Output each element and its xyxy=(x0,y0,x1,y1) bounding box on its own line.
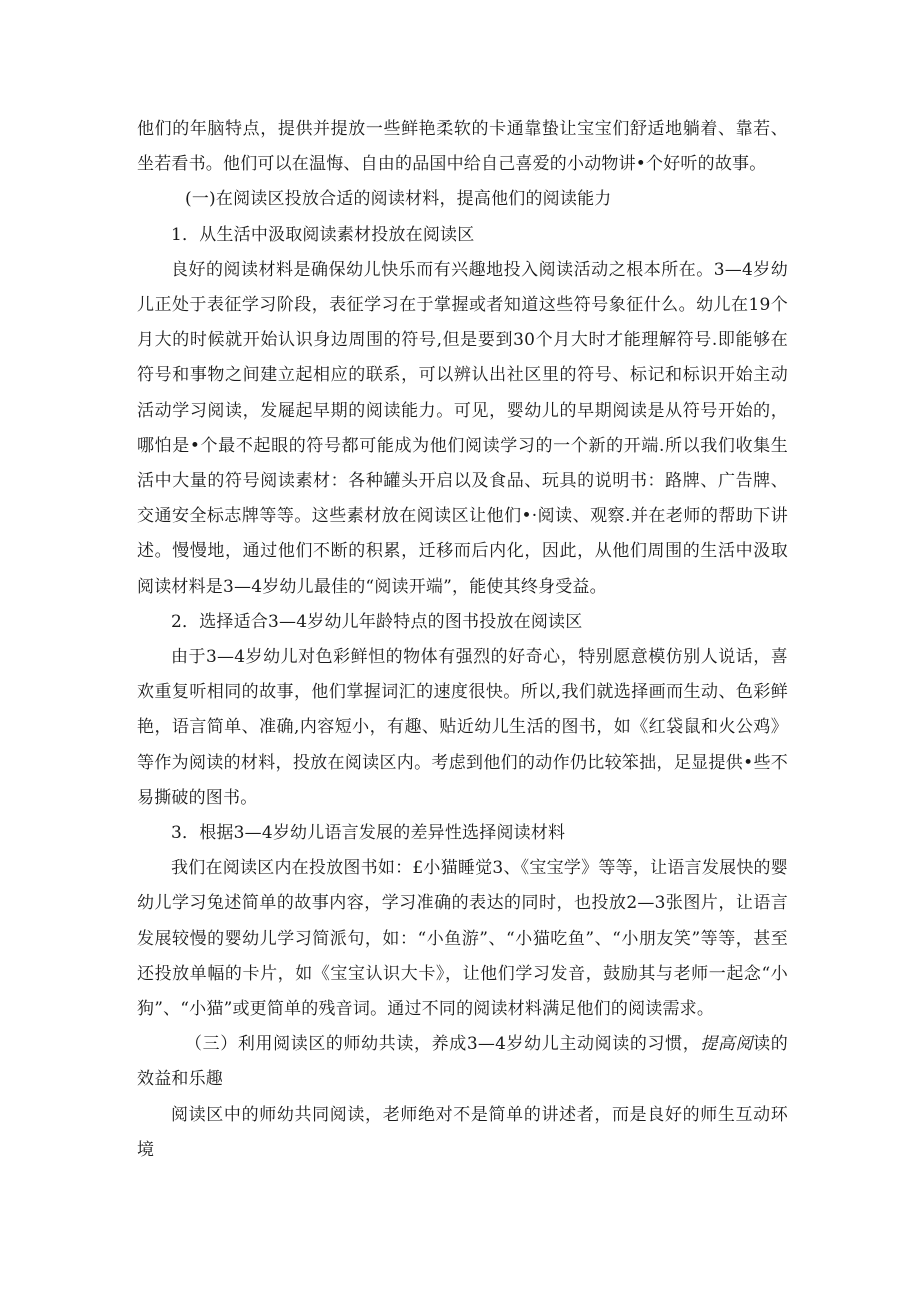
subheading-3: 3．根据3—4岁幼儿语言发展的差异性选择阅读材料 xyxy=(171,823,566,844)
section-heading-3-part1: （三）利用阅读区的师幼共读，养成3—4岁幼儿主动阅读的习惯， xyxy=(185,1034,701,1055)
paragraph-reading-materials: 良好的阅读材料是确保幼儿快乐而有兴趣地投入阅读活动之根本所在。3—4岁幼儿正处于表征学习阶段，表征学习在于掌握或者知道这些符号象征什么。幼儿在19个月大的时候就开始认识身边周围的符号,但是要到30个月大时才能理解符号.即能够在符号和事物之间建立起相应的联系，可以辨认出社区里的符号、标记和标识开始主动活动学习阅读，发屣起早期的阅读能力。可见，婴幼儿的早期阅读是从符号开始的，哪怕是•个最不起眼的符号都可能成为他们阅读学习的一个新的开端.所以我们收集生活中大量的符号阅读素材：各种罐头开启以及食品、玩具的说明书：路牌、广告牌、交通安全标志牌等等。这些素材放在阅读区让他们•·阅读、观察.并在老师的帮助下讲述。慢慢地，通过他们不断的积累，迁移而后内化，因此，从他们周围的生活中汲取阅读材料是3—4岁幼儿最佳的“阅读开端”，能使其终身受益。 xyxy=(137,259,788,597)
paragraph-picture-books: 由于3—4岁幼儿对色彩鲜怛的物体有强烈的好奇心，特别愿意模仿别人说话，喜欢重复听相同的故事，他们掌握词汇的速度很快。所以,我们就选择画而生动、色彩鲜艳，语言简单、准确,内容短小，有趣、贴近幼儿生活的图书，如《红袋鼠和火公鸡》等作为阅读的材料，投放在阅读区内。考虑到他们的动作仍比较笨拙，足显提供•些不易撕破的图书。 xyxy=(137,647,788,808)
subheading-2: 2．选择适合3—4岁幼儿年龄特点的图书投放在阅读区 xyxy=(171,611,583,632)
section-heading-3-part2: 读的效益和乐趣 xyxy=(137,1034,788,1090)
paragraph-shared-reading: 阅读区中的师幼共同阅读，老师绝对不是简单的讲述者，而是良好的师生互动环境 xyxy=(137,1104,788,1160)
document-body xyxy=(137,112,788,1168)
section-heading-3 xyxy=(137,1027,788,1097)
subheading-1: 1．从生活中汲取阅读素材投放在阅读区 xyxy=(171,224,475,245)
section-heading-1: (一)在阅读区投放合适的阅读材料，提高他们的阅读能力 xyxy=(185,189,612,210)
paragraph-continued: 他们的年脑特点，提供并提放一些鲜艳柔软的卡通靠蛰让宝宝们舒适地躺着、靠若、坐若看书。他们可以在温悔、自由的品国中给自己喜爱的小动物讲•个好听的故事。 xyxy=(137,119,788,175)
paragraph-language-differences: 我们在阅读区内在投放图书如：£小猫睡觉3、《宝宝学》等等，让语言发展快的婴幼儿学习兔述简单的故事内容，学习准确的表达的同时，也投放2—3张图片，让语言发展较慢的婴幼儿学习简派句，如：“小鱼游”、“小猫吃鱼”、“小朋友笑”等等，甚至还投放单幅的卡片，如《宝宝认识大卡》，让他们学习发音，鼓励其与老师一起念“小狗”、“小猫”或更简单的残音词。通过不同的阅读材料满足他们的阅读需求。 xyxy=(137,858,788,1020)
section-heading-3-italic: 提高阅 xyxy=(700,1034,754,1055)
